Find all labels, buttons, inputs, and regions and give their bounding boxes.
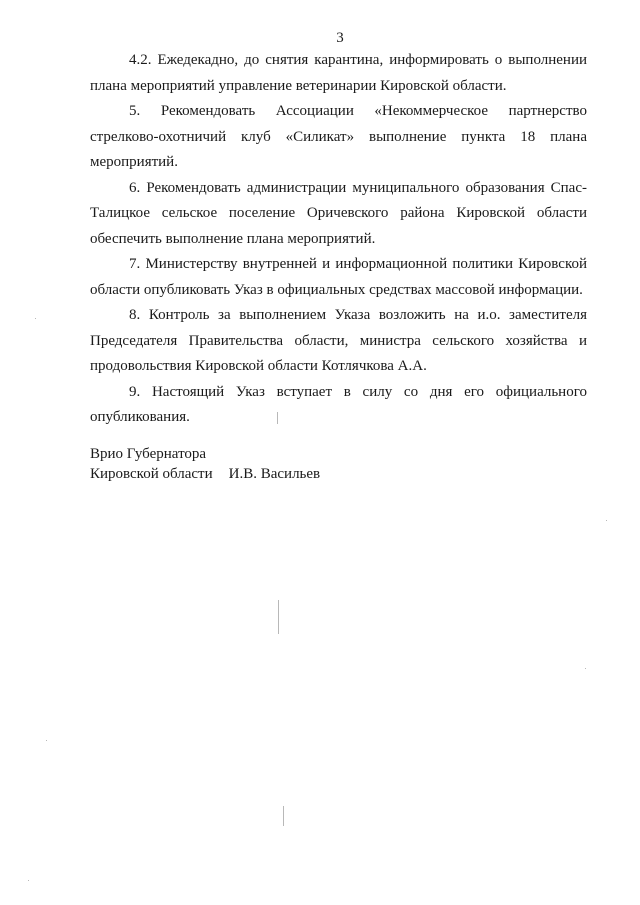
- paragraph-4-2: 4.2. Ежедекадно, до снятия карантина, информировать о выполнении плана мероприятий управление ветеринарии Кировской области.: [90, 52, 587, 94]
- paragraph-8: 8. Контроль за выполнением Указа возложить на и.о. заместителя Председателя Правительства области, министра сельского хозяйства и продовольствия Кировской области Котлячкова А.А.: [90, 307, 587, 374]
- paragraph-5: 5. Рекомендовать Ассоциации «Некоммерческое партнерство стрелково-охотничий клуб «Силикат» выполнение пункта 18 плана мероприятий.: [90, 103, 587, 170]
- document-body: [90, 48, 587, 431]
- scan-artifact: [606, 520, 607, 521]
- paragraph-9: 9. Настоящий Указ вступает в силу со дня его официального опубликования.: [90, 383, 587, 425]
- signatory-name: И.В. Васильев: [228, 466, 321, 482]
- scan-artifact: [585, 668, 586, 669]
- signatory-region: Кировской области: [90, 466, 213, 482]
- signatory-position: Врио Губернатора: [90, 446, 207, 462]
- signature-block: [90, 444, 320, 484]
- paragraph-7: 7. Министерству внутренней и информационной политики Кировской области опубликовать Указ в официальных средствах массовой информации.: [90, 256, 587, 298]
- scan-artifact: [46, 740, 47, 741]
- scan-artifact: [278, 600, 279, 634]
- paragraph-6: 6. Рекомендовать администрации муниципального образования Спас-Талицкое сельское поселение Оричевского района Кировской области обеспечить выполнение плана мероприятий.: [90, 179, 587, 247]
- scan-artifact: [35, 318, 36, 319]
- scan-artifact: [277, 412, 278, 424]
- scan-artifact: [28, 880, 29, 881]
- scan-artifact: [283, 806, 284, 826]
- page-number: 3: [336, 30, 344, 46]
